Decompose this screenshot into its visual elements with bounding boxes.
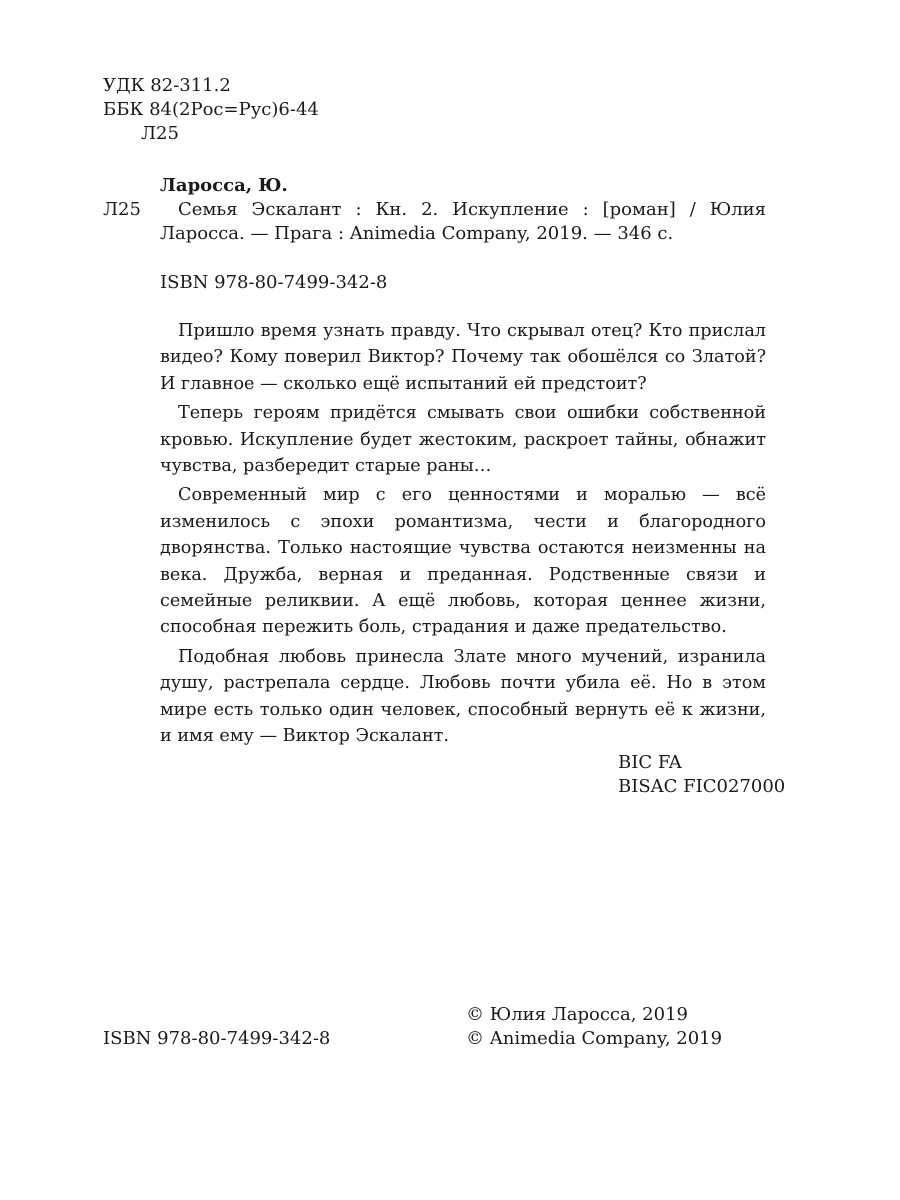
annotation-paragraph: Теперь героям придётся смывать свои ошибки собственной кровью. Искупление будет жестоким, раскроет тайны, обнажит чувства, разбередит старые раны… xyxy=(160,403,766,477)
copyright-publisher: © Animedia Company, 2019 xyxy=(466,1028,723,1049)
bbk-code: ББК 84(2Рос=Рус)6-44 xyxy=(103,99,319,120)
entry-publisher-line: Ларосса. — Прага : Animedia Company, 2019. — 346 с. xyxy=(160,223,674,244)
bisac-code: BISAC FIC027000 xyxy=(618,776,786,797)
author-sign: Л25 xyxy=(141,123,179,144)
annotation-paragraph: Подобная любовь принесла Злате много мучений, изранила душу, растрепала сердце. Любовь почти убила её. Но в этом мире есть только один человек, способный вернуть её к жизни, и имя ему — Виктор Эскалант. xyxy=(160,646,766,747)
footer-isbn: ISBN 978-80-7499-342-8 xyxy=(103,1028,331,1049)
udk-code: УДК 82-311.2 xyxy=(103,75,231,96)
entry-code: Л25 xyxy=(103,199,141,220)
author-name: Ларосса, Ю. xyxy=(160,175,288,196)
copyright-author: © Юлия Ларосса, 2019 xyxy=(466,1004,688,1025)
annotation xyxy=(160,318,766,753)
entry-title-line: Семья Эскалант : Кн. 2. Искупление : [роман] / Юлия xyxy=(178,199,766,220)
bic-code: BIC FA xyxy=(618,752,682,773)
entry-isbn: ISBN 978-80-7499-342-8 xyxy=(160,272,388,293)
annotation-paragraph: Пришло время узнать правду. Что скрывал отец? Кто прислал видео? Кому поверил Виктор? Почему так обошёлся со Златой? И главное — сколько ещё испытаний ей предстоит? xyxy=(160,321,766,394)
annotation-paragraph: Современный мир с его ценностями и моралью — всё изменилось с эпохи романтизма, чести и благородного дворянства. Только настоящие чувства остаются неизменны на века. Дружба, верная и преданная. Родственные связи и семейные реликвии. А ещё любовь, которая ценнее жизни, способная пережить боль, страдания и даже предательство. xyxy=(160,485,766,638)
